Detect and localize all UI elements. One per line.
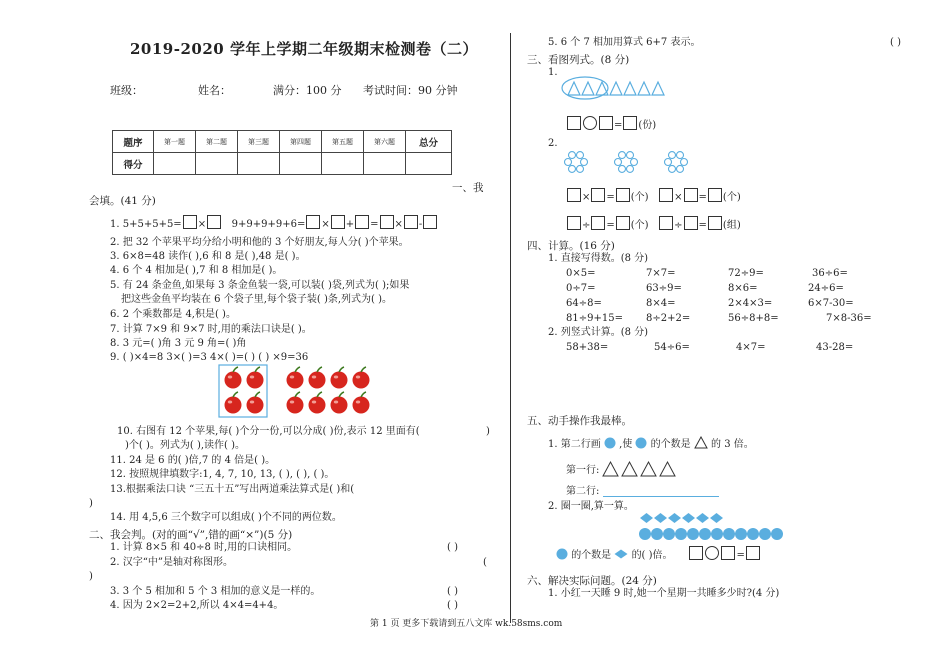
question-10-line2: )个( )。列式为( ),读作( )。 xyxy=(125,440,246,451)
apple-icon xyxy=(225,367,242,389)
judge-3-answer[interactable]: ( ) xyxy=(447,586,458,597)
answer-box[interactable] xyxy=(708,216,722,230)
triangle-icon xyxy=(694,436,708,449)
class-label: 班级： xyxy=(110,84,143,97)
answer-box[interactable] xyxy=(567,116,581,130)
circle-icon xyxy=(723,528,735,540)
vertical-calc-item: 4×7= xyxy=(736,342,766,353)
op1-text-c: 的个数是 xyxy=(650,439,691,450)
question-14: 14. 用 4,5,6 三个数字可以组成( )个不同的两位数。 xyxy=(110,512,342,523)
judge-5: 5. 6 个 7 相加用算式 6+7 表示。 xyxy=(548,37,701,48)
calc-item: 8×6= xyxy=(728,283,758,294)
circle-row xyxy=(638,527,788,541)
picture-2-eq-1: × = (个) × = (个) xyxy=(566,188,741,204)
answer-box[interactable] xyxy=(684,216,698,230)
vertical-calc-item: 43-28= xyxy=(816,342,854,353)
vertical-calc-item: 54÷6= xyxy=(654,342,690,353)
flower-groups-figure xyxy=(560,148,700,178)
q10-close-paren: ) xyxy=(486,426,490,437)
answer-box[interactable] xyxy=(708,188,722,202)
operator-circle[interactable] xyxy=(705,546,719,560)
apple-icon xyxy=(353,367,370,389)
answer-box[interactable] xyxy=(404,215,418,229)
triangle-icon xyxy=(622,462,637,476)
answer-box[interactable] xyxy=(684,188,698,202)
score-cell[interactable] xyxy=(238,153,280,175)
question-5-line2: 把这些金鱼平均装在 6 个袋子里,每个袋子装( )条,列式为( )。 xyxy=(121,294,393,305)
score-table-row2-label: 得分 xyxy=(113,153,154,175)
op1-text-d: 的 3 倍。 xyxy=(711,439,754,450)
circle-icon xyxy=(635,437,647,449)
circle-icon xyxy=(663,528,675,540)
section1-heading-a: 一、我 xyxy=(452,182,484,194)
calc-item: 36÷6= xyxy=(812,268,848,279)
answer-box[interactable] xyxy=(746,546,760,560)
circle-icon xyxy=(639,528,651,540)
judge-3: 3. 3 个 5 相加和 5 个 3 相加的意义是一样的。 xyxy=(110,586,321,597)
answer-box[interactable] xyxy=(567,188,581,202)
calc-item: 6×7-30= xyxy=(808,298,854,309)
score-table-total: 总分 xyxy=(406,131,452,153)
page-footer: 第 1 页 更多下载请到五八文库 wk.58sms.com xyxy=(370,619,563,629)
question-6: 6. 2 个乘数都是 4,积是( )。 xyxy=(110,309,236,320)
judge-5-answer[interactable]: ( ) xyxy=(890,37,901,48)
row1-triangles xyxy=(602,460,682,478)
triangle-icon xyxy=(652,82,664,95)
q1-text-a: 1. 5+5+5+5= xyxy=(110,219,182,230)
answer-box[interactable] xyxy=(207,215,221,229)
triangle-icon xyxy=(641,462,656,476)
answer-box[interactable] xyxy=(567,216,581,230)
circle-icon xyxy=(759,528,771,540)
section2-heading: 二、我会判。(对的画“√”,错的画“×”)(5 分) xyxy=(89,529,293,541)
op1-text-a: 1. 第二行画 xyxy=(548,439,601,450)
question-2: 2. 把 32 个苹果平均分给小明和他的 3 个好朋友,每人分( )个苹果。 xyxy=(110,237,409,248)
answer-box[interactable] xyxy=(423,215,437,229)
apple-icon xyxy=(353,392,370,414)
apple-icon xyxy=(247,392,264,414)
question-8: 8. 3 元=( )角 3 元 9 角=( )角 xyxy=(110,338,247,349)
op1-text-b: ,使 xyxy=(619,439,633,450)
vertical-calc-item: 58+38= xyxy=(566,342,609,353)
answer-box[interactable] xyxy=(355,215,369,229)
score-table-col: 第三题 xyxy=(238,131,280,153)
answer-box[interactable] xyxy=(616,216,630,230)
score-table-col: 第六题 xyxy=(364,131,406,153)
diamond-icon xyxy=(654,513,667,523)
page-title: 2019-2020 学年上学期二年级期末检测卷（二） xyxy=(130,40,478,58)
circle-icon xyxy=(771,528,783,540)
judge-1-answer[interactable]: ( ) xyxy=(447,542,458,553)
judge-2: 2. 汉字“中”是轴对称图形。 xyxy=(110,557,233,568)
calc-item: 8×4= xyxy=(646,298,676,309)
diamond-icon xyxy=(696,513,709,523)
apple-icon xyxy=(287,367,304,389)
question-11: 11. 24 是 6 的( )倍,7 的 4 倍是( )。 xyxy=(110,455,276,466)
operation-1 xyxy=(548,436,754,451)
diamond-icon xyxy=(614,549,628,559)
circle-icon xyxy=(699,528,711,540)
question-12: 12. 按照规律填数字:1, 4, 7, 10, 13, ( ), ( ), ( )。 xyxy=(110,469,335,480)
judge-4-answer[interactable]: ( ) xyxy=(447,600,458,611)
picture-2-eq-2: ÷ = (个) ÷ = (组) xyxy=(566,216,741,232)
flower-group-icon xyxy=(665,152,688,173)
question-9: 9. ( )×4=8 3×( )=3 4×( )=( ) ( ) ×9=36 xyxy=(110,352,309,363)
calc-item: 56÷8+8= xyxy=(728,313,779,324)
answer-box[interactable] xyxy=(591,188,605,202)
picture-1-equation: = (份) xyxy=(566,116,656,132)
triangle-icon xyxy=(624,82,636,95)
score-cell[interactable] xyxy=(280,153,322,175)
diamond-icon xyxy=(682,513,695,523)
calc-item: 24÷6= xyxy=(808,283,844,294)
operator-circle[interactable] xyxy=(583,116,597,130)
answer-box[interactable] xyxy=(591,216,605,230)
score-table-col: 第二题 xyxy=(196,131,238,153)
apple-icon xyxy=(331,392,348,414)
score-table-col: 第五题 xyxy=(322,131,364,153)
apple-icon xyxy=(309,367,326,389)
row2-label: 第二行: xyxy=(566,486,600,497)
answer-box[interactable] xyxy=(599,116,613,130)
q1-text-b: 9+9+9+9+6= xyxy=(231,219,306,230)
q13-close-paren: ) xyxy=(89,498,93,509)
flower-group-icon xyxy=(615,152,638,173)
judge-2-close-paren: ) xyxy=(89,571,93,582)
circle-icon xyxy=(651,528,663,540)
diamond-icon xyxy=(668,513,681,523)
answer-box[interactable] xyxy=(659,188,673,202)
judge-1: 1. 计算 8×5 和 40÷8 时,用的口诀相同。 xyxy=(110,542,298,553)
operation-2-answer: 的个数是 的( )倍。 = xyxy=(556,546,761,562)
solve-1: 1. 小红一天睡 9 时,她一个星期一共睡多少时?(4 分) xyxy=(548,588,780,599)
calc-item: 63÷9= xyxy=(646,283,682,294)
score-table-row1-label: 题序 xyxy=(113,131,154,153)
answer-box[interactable] xyxy=(659,216,673,230)
question-3: 3. 6×8=48 读作( ),6 和 8 是( ),48 是( )。 xyxy=(110,251,306,262)
triangle-icon xyxy=(603,462,618,476)
calc-part2-heading: 2. 列竖式计算。(8 分) xyxy=(548,327,649,338)
diamond-icon xyxy=(640,513,653,523)
triangles-figure xyxy=(560,76,700,102)
question-1: 1. 5+5+5+5= × 9+9+9+9+6= × + = × - xyxy=(110,215,438,231)
calc-item: 72÷9= xyxy=(728,268,764,279)
unit-ge: (个) xyxy=(630,220,649,231)
op2-text-b: 的( )倍。 xyxy=(631,550,673,561)
answer-box[interactable] xyxy=(721,546,735,560)
calc-item: 2×4×3= xyxy=(728,298,773,309)
flower-group-icon xyxy=(565,152,588,173)
calc-part1-heading: 1. 直接写得数。(8 分) xyxy=(548,253,649,264)
calc-item: 0÷7= xyxy=(566,283,596,294)
question-4: 4. 6 个 4 相加是( ),7 和 8 相加是( )。 xyxy=(110,265,283,276)
row2-drawing-line[interactable] xyxy=(603,496,719,497)
section5-heading: 五、动手操作我最棒。 xyxy=(527,415,632,427)
unit-ge: (个) xyxy=(630,192,649,203)
op2-text-a: 的个数是 xyxy=(571,550,612,561)
circle-icon xyxy=(604,437,616,449)
circle-icon xyxy=(687,528,699,540)
answer-box[interactable] xyxy=(689,546,703,560)
answer-box[interactable] xyxy=(306,215,320,229)
answer-box[interactable] xyxy=(616,188,630,202)
score-cell[interactable] xyxy=(364,153,406,175)
apple-icon xyxy=(225,392,242,414)
apple-icon xyxy=(247,367,264,389)
triangle-icon xyxy=(610,82,622,95)
full-score-label: 满分：100 分 xyxy=(273,84,342,97)
diamond-row xyxy=(638,512,728,524)
apple-icon xyxy=(309,392,326,414)
score-table-col: 第四题 xyxy=(280,131,322,153)
score-cell[interactable] xyxy=(406,153,452,175)
circle-icon xyxy=(735,528,747,540)
triangle-icon xyxy=(638,82,650,95)
column-divider xyxy=(510,33,511,623)
triangle-icon xyxy=(582,82,594,95)
question-10-line1: 10. 右图有 12 个苹果,每( )个分一份,可以分成( )份,表示 12 里面有( xyxy=(117,426,420,437)
triangle-icon xyxy=(568,82,580,95)
answer-box[interactable] xyxy=(623,116,637,130)
exam-time-label: 考试时间：90 分钟 xyxy=(363,84,458,97)
picture-1-number: 1. xyxy=(548,67,558,78)
answer-box[interactable] xyxy=(380,215,394,229)
calc-item: 7×8-36= xyxy=(826,313,872,324)
section4-heading: 四、计算。(16 分) xyxy=(527,240,615,252)
question-7: 7. 计算 7×9 和 9×7 时,用的乘法口诀是( )。 xyxy=(110,324,312,335)
circle-icon xyxy=(711,528,723,540)
unit-ge: (个) xyxy=(722,192,741,203)
apples-figure xyxy=(216,364,381,419)
calc-item: 8÷2+2= xyxy=(646,313,691,324)
name-label: 姓名： xyxy=(198,84,231,97)
score-table-col: 第一题 xyxy=(154,131,196,153)
score-cell[interactable] xyxy=(322,153,364,175)
section6-heading: 六、解决实际问题。(24 分) xyxy=(527,575,657,587)
triangle-icon xyxy=(660,462,675,476)
score-cell[interactable] xyxy=(154,153,196,175)
calc-item: 7×7= xyxy=(646,268,676,279)
section3-heading: 三、看图列式。(8 分) xyxy=(527,54,630,66)
apple-icon xyxy=(287,392,304,414)
score-table xyxy=(112,130,452,175)
circle-icon xyxy=(556,548,568,560)
judge-2-open-paren[interactable]: ( xyxy=(483,557,487,568)
apple-icon xyxy=(331,367,348,389)
answer-box[interactable] xyxy=(331,215,345,229)
row1-label: 第一行: xyxy=(566,465,600,476)
operation-2: 2. 圈一圈,算一算。 xyxy=(548,501,634,512)
answer-box[interactable] xyxy=(183,215,197,229)
question-13: 13.根据乘法口诀 “三五十五”写出两道乘法算式是( )和( xyxy=(110,484,355,495)
circle-icon xyxy=(675,528,687,540)
judge-4: 4. 因为 2×2=2+2,所以 4×4=4+4。 xyxy=(110,600,284,611)
diamond-icon xyxy=(710,513,723,523)
calc-item: 81÷9+15= xyxy=(566,313,623,324)
question-5-line1: 5. 有 24 条金鱼,如果每 3 条金鱼装一袋,可以装( )袋,列式为( );如果 xyxy=(110,280,410,291)
calc-item: 0×5= xyxy=(566,268,596,279)
section1-heading-b: 会填。(41 分) xyxy=(89,195,156,207)
calc-item: 64÷8= xyxy=(566,298,602,309)
picture-2-number: 2. xyxy=(548,138,558,149)
unit-fen: (份) xyxy=(638,120,657,131)
circle-icon xyxy=(747,528,759,540)
unit-zu: (组) xyxy=(722,220,741,231)
score-cell[interactable] xyxy=(196,153,238,175)
